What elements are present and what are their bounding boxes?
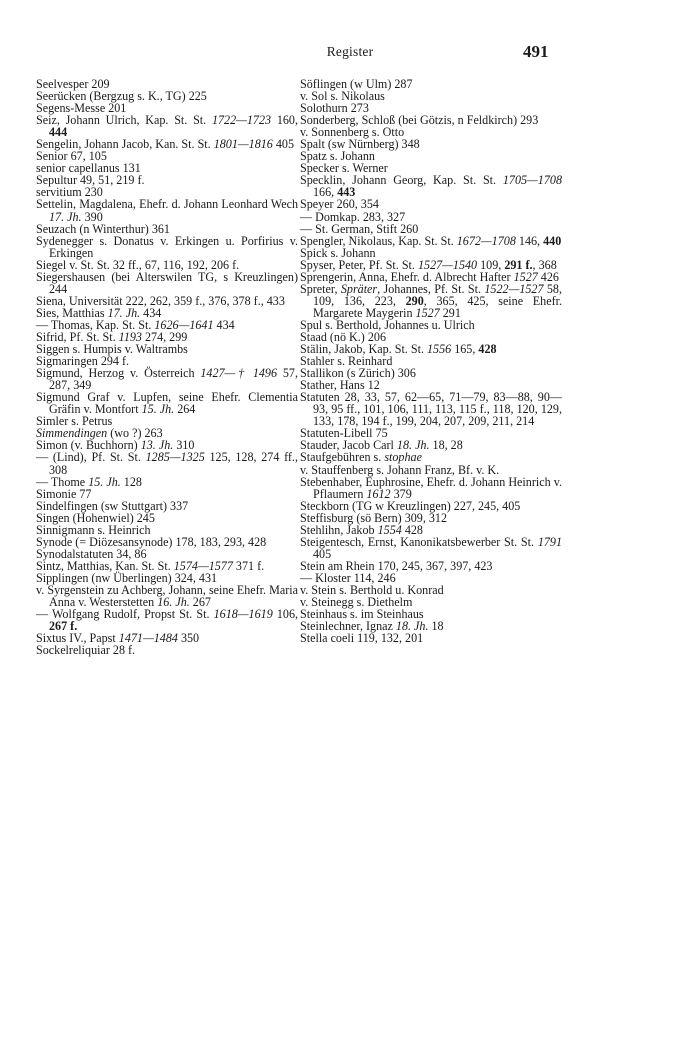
index-entry: Sintz, Matthias, Kan. St. St. 1574—1577 371 f. (36, 558, 265, 573)
index-entry: Solothurn 273 (300, 101, 369, 116)
index-entry: Spick s. Johann (300, 245, 376, 260)
index-entry: Sockelreliquiar 28 f. (36, 643, 136, 658)
index-entry: Sonderberg, Schloß (bei Götzis, n Feldkirch) 293 (300, 113, 539, 128)
index-entry: — Kloster 114, 246 (300, 570, 396, 585)
index-entry: Stälin, Jakob, Kap. St. St. 1556 165, 428 (300, 342, 497, 357)
index-entry: Settelin, Magdalena, Ehefr. d. Johann Leonhard Wech 17. Jh. 390 (36, 197, 298, 224)
index-entry: Staad (nö K.) 206 (300, 329, 386, 344)
index-entry: Steinlechner, Ignaz 18. Jh. 18 (300, 619, 444, 634)
index-column-right (300, 78, 562, 644)
index-entry: — Wolfgang Rudolf, Propst St. St. 1618—1619 106, 267 f. (36, 607, 299, 634)
index-entry: Seiz, Johann Ulrich, Kap. St. St. 1722—1723 160, 444 (36, 113, 298, 140)
index-entry: Statuten 28, 33, 57, 62—65, 71—79, 83—88, 90—93, 95 ff., 101, 106, 111, 113, 115 f., 118, 120, 129, 133, 178, 194 f., 199, 204, 207, 209, 211, 214 (300, 390, 562, 429)
index-entry: v. Steinegg s. Diethelm (300, 595, 413, 610)
index-entry: Simonie 77 (36, 486, 92, 501)
index-entry: Stauder, Jacob Carl 18. Jh. 18, 28 (300, 438, 463, 453)
index-entry: — Thome 15. Jh. 128 (36, 474, 142, 489)
index-entry: Spalt (sw Nürnberg) 348 (300, 137, 420, 152)
index-entry: Sepultur 49, 51, 219 f. (36, 173, 145, 188)
index-entry: Söflingen (w Ulm) 287 (300, 77, 413, 91)
index-entry: Specker s. Werner (300, 161, 388, 176)
index-entry: Simmendingen (wo ?) 263 (36, 426, 163, 441)
index-entry: Sigmund, Herzog v. Österreich 1427—† 1496 57, 287, 349 (36, 366, 298, 393)
index-entry: Siegel v. St. St. 32 ff., 67, 116, 192, 206 f. (36, 257, 240, 272)
index-entry: Spreter, Spräter, Johannes, Pf. St. St. 1522—1527 58, 109, 136, 223, 290, 365, 425, seine Ehefr. Margarete Maygerin 1527 291 (300, 281, 563, 320)
index-entry: Speyer 260, 354 (300, 197, 379, 212)
index-entry: Siegershausen (bei Alterswilen TG, s Kreuzlingen) 244 (36, 269, 298, 296)
index-entry: Statuten-Libell 75 (300, 426, 388, 441)
index-entry: v. Stein s. Berthold u. Konrad (300, 582, 444, 597)
index-entry: Sies, Matthias 17. Jh. 434 (36, 305, 162, 320)
index-entry: Segens-Messe 201 (36, 101, 127, 116)
index-entry: Simler s. Petrus (36, 414, 113, 429)
index-entry: Simon (v. Buchhorn) 13. Jh. 310 (36, 438, 195, 453)
index-entry: Sigmund Graf v. Lupfen, seine Ehefr. Clementia Gräfin v. Montfort 15. Jh. 264 (36, 390, 298, 417)
index-entry: Synode (= Diözesansynode) 178, 183, 293, 428 (36, 534, 267, 549)
index-entry: Seerücken (Bergzug s. K., TG) 225 (36, 89, 207, 104)
index-entry: Specklin, Johann Georg, Kap. St. St. 1705—1708 166, 443 (300, 173, 562, 200)
index-entry: — (Lind), Pf. St. St. 1285—1325 125, 128, 274 ff., 308 (36, 450, 298, 477)
index-entry: v. Sol s. Nikolaus (300, 89, 385, 104)
index-entry: Sixtus IV., Papst 1471—1484 350 (36, 631, 200, 646)
index-entry: Stallikon (s Zürich) 306 (300, 366, 416, 381)
index-entry: Seelvesper 209 (36, 77, 110, 91)
index-entry: Steffisburg (sö Bern) 309, 312 (300, 510, 448, 525)
index-entry: Staufgebühren s. stophae (300, 450, 422, 465)
index-entry: Senior 67, 105 (36, 149, 107, 164)
index-entry: Spengler, Nikolaus, Kap. St. St. 1672—1708 146, 440 (300, 233, 562, 248)
page-number: 491 (523, 42, 549, 61)
index-entry: Sengelin, Johann Jacob, Kan. St. St. 1801—1816 405 (36, 137, 295, 152)
index-entry: v. Stauffenberg s. Johann Franz, Bf. v. K. (300, 462, 500, 477)
index-entry: Stein am Rhein 170, 245, 367, 397, 423 (300, 558, 493, 573)
index-entry: Synodalstatuten 34, 86 (36, 546, 147, 561)
index-entry: Sipplingen (nw Überlingen) 324, 431 (36, 570, 218, 585)
index-entry: Sprengerin, Anna, Ehefr. d. Albrecht Hafter 1527 426 (300, 269, 559, 284)
index-entry: Sindelfingen (sw Stuttgart) 337 (36, 498, 189, 513)
index-entry: — Domkap. 283, 327 (300, 209, 406, 224)
index-entry: Singen (Hohenwiel) 245 (36, 510, 155, 525)
index-entry: Stather, Hans 12 (300, 378, 380, 393)
index-entry: Siggen s. Humpis v. Waltrambs (36, 342, 188, 357)
index-entry: Stahler s. Reinhard (300, 354, 393, 369)
index-entry: v. Syrgenstein zu Achberg, Johann, seine Ehefr. Maria Anna v. Westerstetten 16. Jh. 267 (36, 582, 298, 610)
index-entry: Sigmaringen 294 f. (36, 354, 130, 369)
index-column-left (36, 78, 298, 656)
index-entry: Siena, Universität 222, 262, 359 f., 376, 378 f., 433 (36, 293, 285, 308)
index-entry: Steigentesch, Ernst, Kanonikatsbewerber St. St. 1791 405 (300, 534, 562, 561)
index-entry: Sifrid, Pf. St. St. 1193 274, 299 (36, 329, 188, 344)
index-entry: Spatz s. Johann (300, 149, 375, 164)
running-head: Register (326, 44, 374, 59)
index-entry: Spyser, Peter, Pf. St. St. 1527—1540 109, 291 f., 368 (300, 257, 557, 272)
index-entry: Stehlihn, Jakob 1554 428 (300, 522, 423, 537)
index-entry: Stella coeli 119, 132, 201 (300, 631, 424, 646)
index-entry: Spul s. Berthold, Johannes u. Ulrich (300, 317, 475, 332)
index-entry: servitium 230 (36, 185, 103, 200)
index-entry: Seuzach (n Winterthur) 361 (36, 221, 170, 236)
index-entry: — St. German, Stift 260 (300, 221, 419, 236)
index-entry: Stebenhaber, Euphrosine, Ehefr. d. Johann Heinrich v. Pflaumern 1612 379 (300, 474, 562, 501)
index-entry: Sinnigmann s. Heinrich (36, 522, 151, 537)
index-entry: Steckborn (TG w Kreuzlingen) 227, 245, 405 (300, 498, 521, 513)
index-entry: — Thomas, Kap. St. St. 1626—1641 434 (36, 317, 235, 332)
index-entry: Steinhaus s. im Steinhaus (300, 607, 424, 622)
index-entry: v. Sonnenberg s. Otto (300, 125, 405, 140)
index-entry: Sydenegger s. Donatus v. Erkingen u. Porfirius v. Erkingen (36, 233, 298, 260)
index-entry: senior capellanus 131 (36, 161, 141, 176)
